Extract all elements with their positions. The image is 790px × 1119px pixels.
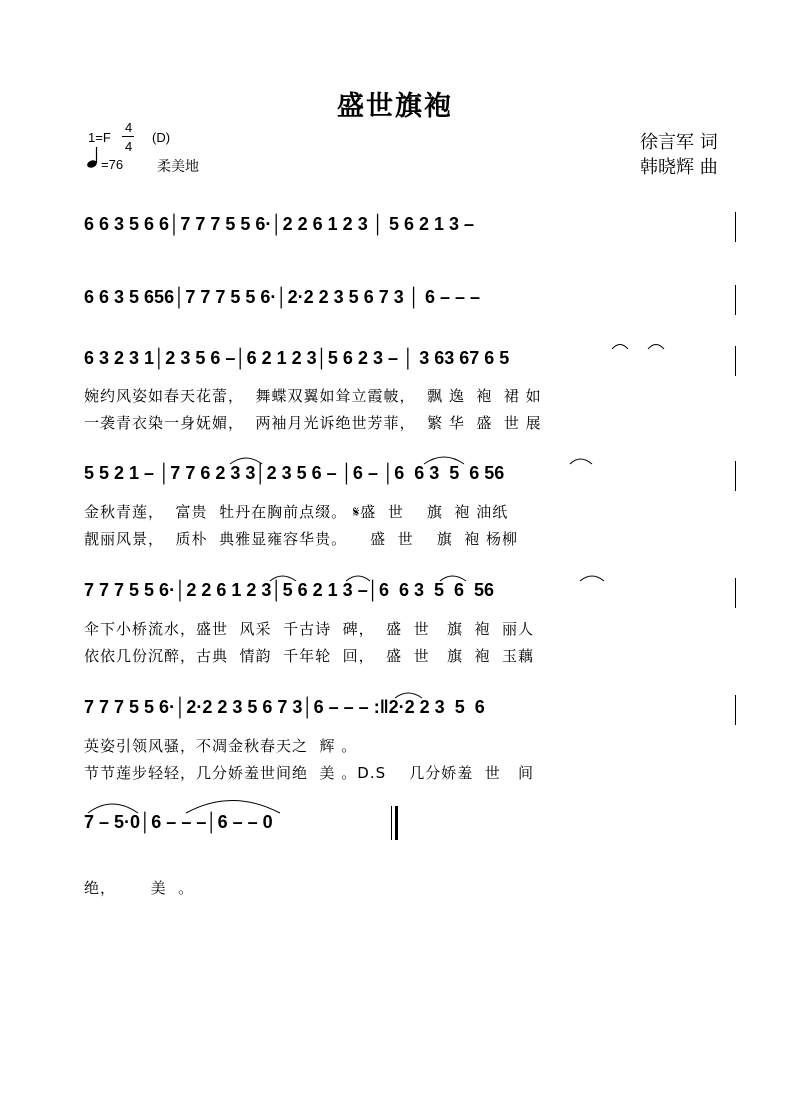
lyric-line-4-verse-2: 靓丽风景， 质朴 典雅显雍容华贵。 盛 世 旗 袍 杨柳: [84, 530, 519, 548]
lyric-line-5-verse-1: 伞下小桥流水，盛世 风采 千古诗 碑， 盛 世 旗 袍 丽人: [84, 620, 535, 638]
slur: [186, 801, 280, 814]
notation-line-4: 5 5 2 1 – │7 7 6 2 3 3│2 3 5 6 – │6 – │6 6 3 5 6 56: [84, 463, 505, 483]
slur: [570, 459, 592, 464]
composer-credit: 韩晓辉 曲: [640, 157, 718, 178]
lyricist-credit: 徐言军 词: [640, 132, 718, 153]
slur: [395, 693, 422, 698]
slur: [230, 458, 262, 464]
notation-line-3: 6 3 2 3 1│2 3 5 6 –│6 2 1 2 3│5 6 2 3 – │ 3 63 67 6 5: [84, 348, 510, 368]
slur: [440, 576, 466, 581]
slur: [270, 576, 296, 581]
notation-line-2: 6 6 3 5 656│7 7 7 5 5 6·│2·2 2 3 5 6 7 3 │ 6 – – –: [84, 287, 481, 307]
slur: [580, 576, 604, 581]
notation-line-7: 7 – 5·0│6 – – –│6 – – 0: [84, 812, 273, 832]
key-signature: 1=F: [88, 130, 111, 145]
lyric-line-3-verse-2: 一袭青衣染一身妩媚， 两袖月光诉绝世芳菲， 繁 华 盛 世 展: [84, 414, 542, 432]
lyric-line-5-verse-2: 依依几份沉醉，古典 情韵 千年轮 回， 盛 世 旗 袍 玉藕: [84, 647, 535, 665]
slur: [612, 345, 628, 350]
tempo-value: =76: [101, 157, 124, 172]
lyric-line-7: 绝， 美 。: [84, 879, 195, 897]
expression-mark: 柔美地: [157, 159, 199, 175]
notation-line-1: 6 6 3 5 6 6│7 7 7 5 5 6·│2 2 6 1 2 3 │ 5 6 2 1 3 –: [84, 214, 475, 234]
lyric-line-6-verse-2: 节节莲步轻轻，几分娇羞世间绝 美 。D.S 几分娇羞 世 间: [84, 764, 535, 782]
lyric-line-4-verse-1: 金秋青莲， 富贵 牡丹在胸前点缀。 𝄋盛 世 旗 袍 油纸: [84, 503, 509, 521]
time-signature-top: 4: [125, 120, 133, 135]
notation-line-6: 7 7 7 5 5 6·│2·2 2 3 5 6 7 3│6 – – – :‖2·2 2 3 5 6: [84, 697, 485, 717]
lyric-line-6-verse-1: 英姿引领风骚，不凋金秋春天之 辉 。: [84, 737, 358, 755]
page-title: 盛世旗袍: [337, 91, 453, 122]
time-signature-bottom: 4: [125, 139, 133, 154]
slur: [346, 576, 370, 581]
mode-label: (D): [152, 130, 171, 145]
slur: [648, 345, 664, 350]
notation-line-5: 7 7 7 5 5 6·│2 2 6 1 2 3│5 6 2 1 3 –│6 6 3 5 6 56: [84, 580, 495, 600]
slur: [88, 804, 138, 813]
lyric-line-3-verse-1: 婉约风姿如春天花蕾， 舞蝶双翼如耸立霞帔， 飘 逸 袍 裙 如: [84, 387, 542, 405]
slur: [424, 457, 464, 464]
